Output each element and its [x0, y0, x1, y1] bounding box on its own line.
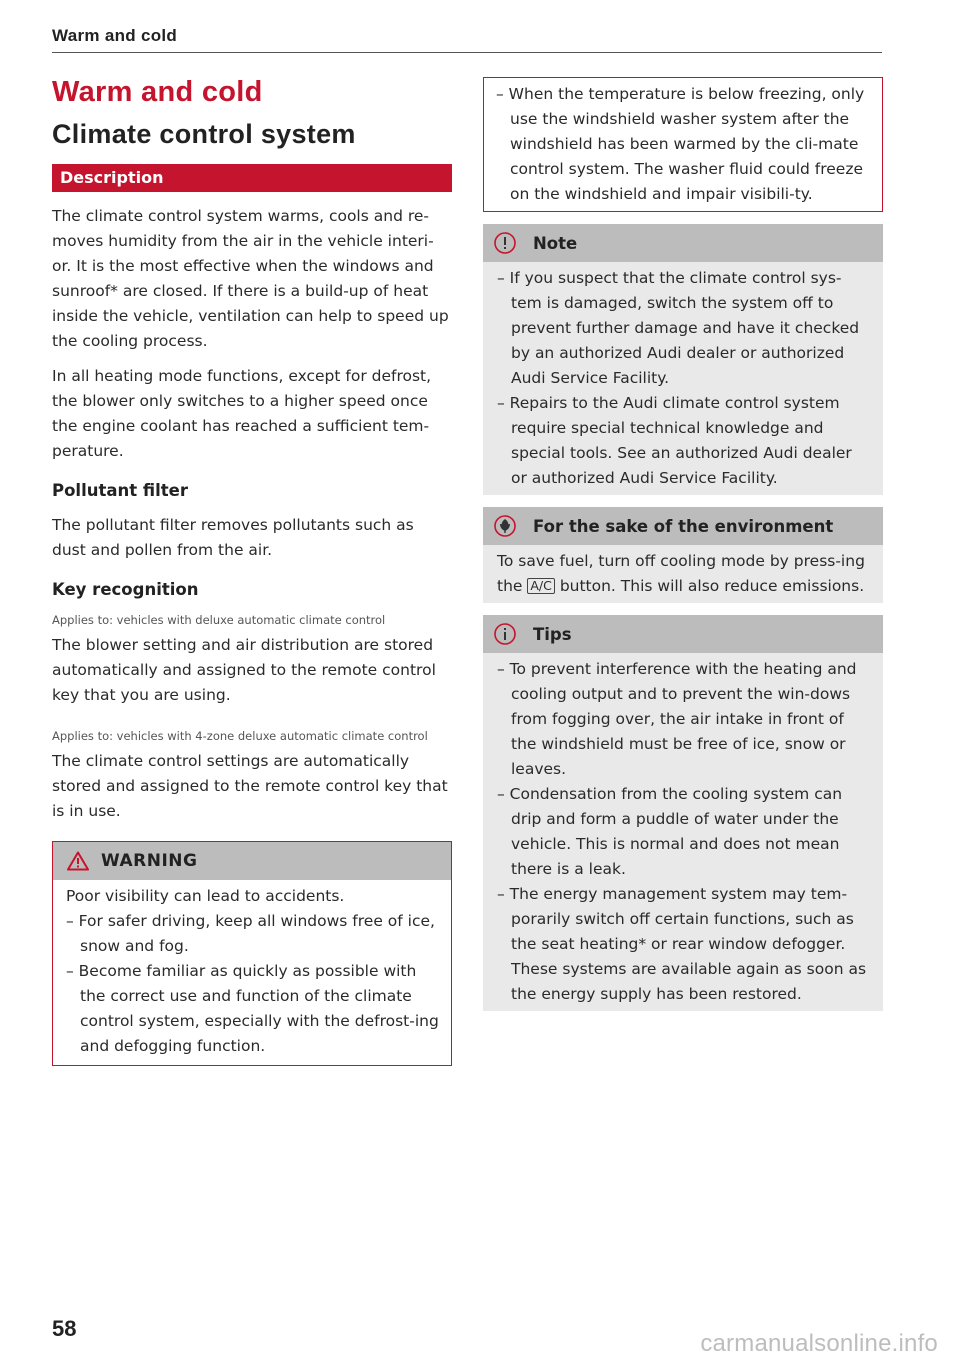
key-recognition-heading: Key recognition: [52, 580, 199, 599]
info-icon: [493, 622, 517, 646]
environment-header: [483, 507, 883, 545]
warning-title: WARNING: [101, 851, 198, 871]
warning-triangle-icon: [67, 851, 89, 871]
environment-leaf-icon: [493, 514, 517, 538]
pollutant-filter-text: The pollutant filter removes pollutants such as dust and pollen from the air.: [52, 516, 414, 559]
tips-title: Tips: [533, 624, 572, 644]
environment-text-end: button. This will also reduce emissions.: [559, 577, 865, 595]
warning-item: – For safer driving, keep all windows free of ice, snow and fog.: [66, 912, 435, 955]
tips-body: [483, 653, 883, 1011]
left-column: [52, 74, 452, 1066]
warning-header: [53, 842, 451, 880]
note-item: – If you suspect that the climate control sys-tem is damaged, switch the system off to prevent further damage and have it checked by an authorized Audi dealer or authorized Audi Service Facility.: [497, 269, 860, 387]
chapter-title: Warm and cold: [52, 76, 263, 108]
description-paragraph-1: The climate control system warms, cools and re-moves humidity from the air in the vehicle interi-or. It is the most effective when the windows and sunroof* are closed. If there is a build-up of heat inside the vehicle, ventilation can help to speed up the cooling process.: [52, 207, 449, 350]
environment-box: [483, 507, 883, 603]
tips-item: – The energy management system may tem-porarily switch off certain functions, such as the seat heating* or rear window defogger. These systems are available again as soon as the energy supply has been restored.: [497, 885, 867, 1003]
tips-item: – Condensation from the cooling system can drip and form a puddle of water under the vehicle. This is normal and does not mean there is a leak.: [497, 785, 843, 878]
warning-item: – Become familiar as quickly as possible with the correct use and function of the climate control system, especially with the defrost-ing and defogging function.: [66, 962, 439, 1055]
warning-continuation-item: – When the temperature is below freezing, only use the windshield washer system after the windshield has been warmed by the cli-mate control system. The washer fluid could freeze on the windshield and impair visibili-ty.: [496, 85, 865, 203]
note-header: [483, 224, 883, 262]
environment-body: [483, 545, 883, 603]
environment-title: For the sake of the environment: [533, 516, 834, 536]
watermark: carmanualsonline.info: [700, 1330, 938, 1357]
tips-box: [483, 615, 883, 1011]
applies-to-note-2: Applies to: vehicles with 4-zone deluxe automatic climate control: [52, 729, 428, 743]
note-box: [483, 224, 883, 495]
description-paragraph-2: In all heating mode functions, except for defrost, the blower only switches to a higher speed once the engine coolant has reached a sufficient tem-perature.: [52, 367, 432, 460]
pollutant-filter-heading: Pollutant filter: [52, 481, 188, 500]
page-number: 58: [52, 1316, 77, 1341]
key-recognition-text-2: The climate control settings are automatically stored and assigned to the remote control key that is in use.: [52, 752, 448, 820]
applies-to-note-1: Applies to: vehicles with deluxe automatic climate control: [52, 613, 386, 627]
environment-text: [497, 549, 871, 599]
warning-continuation-box: [483, 77, 883, 212]
note-item: – Repairs to the Audi climate control system require special technical knowledge and special tools. See an authorized Audi dealer or authorized Audi Service Facility.: [497, 394, 852, 487]
warning-intro: Poor visibility can lead to accidents.: [66, 887, 345, 905]
section-title: Climate control system: [52, 119, 356, 149]
key-recognition-text-1: The blower setting and air distribution are stored automatically and assigned to the remote control key that you are using.: [52, 636, 436, 704]
tips-item: – To prevent interference with the heating and cooling output and to prevent the win-dows from fogging over, the air intake in front of the windshield must be free of ice, snow or leaves.: [497, 660, 857, 778]
tips-header: [483, 615, 883, 653]
right-column: [483, 77, 883, 1011]
ac-key-label: A/C: [527, 578, 555, 594]
environment-text-start: To save fuel, turn off cooling mode by press-ing the: [497, 552, 865, 595]
warning-box: [52, 841, 452, 1066]
note-title: Note: [533, 233, 578, 253]
warning-body: [53, 880, 451, 1065]
note-exclamation-icon: [493, 231, 517, 255]
description-bar: Description: [52, 164, 452, 192]
running-header: Warm and cold: [52, 26, 882, 53]
note-body: [483, 262, 883, 495]
